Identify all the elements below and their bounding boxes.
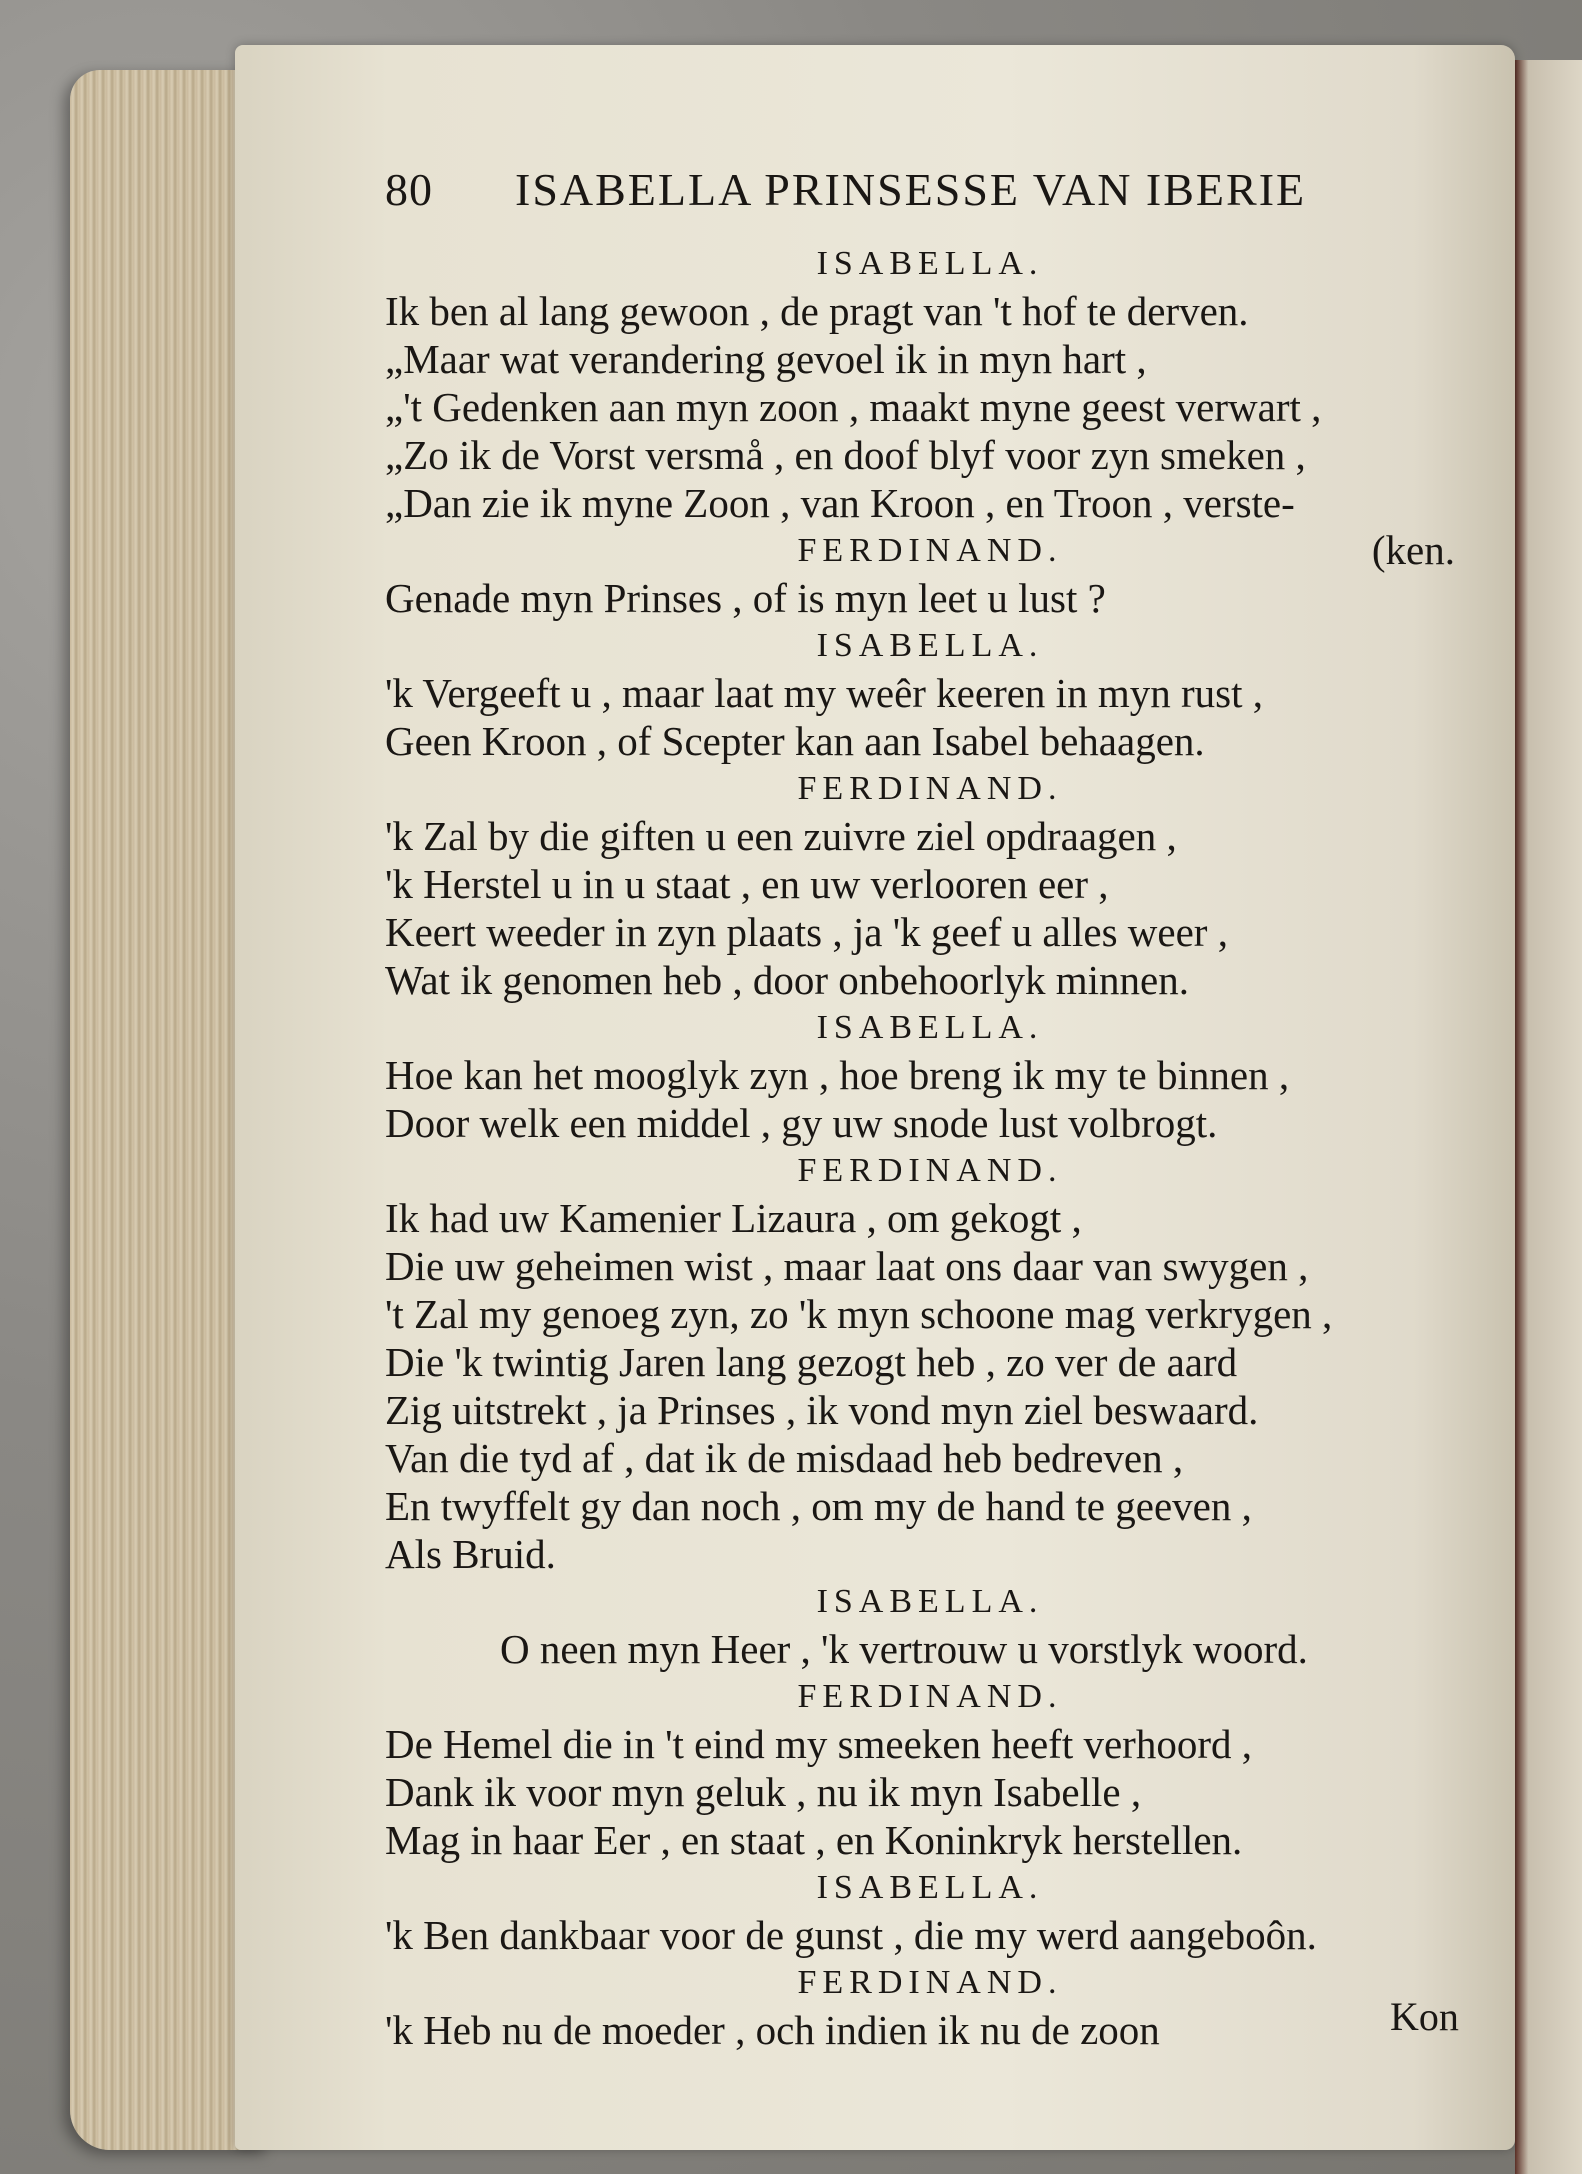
verse-line: „Maar wat verandering gevoel ik in myn hart , [385, 336, 1147, 382]
running-head [385, 155, 1475, 225]
verse-line: 'k Herstel u in u staat , en uw verlooren eer , [385, 861, 1109, 907]
catchword: Kon [1390, 1994, 1459, 2039]
speaker-name: ISABELLA. [816, 1583, 1044, 1620]
hyphenated-tail: (ken. [1371, 527, 1455, 573]
verse-line: „Dan zie ik myne Zoon , van Kroon , en Troon , verste- [385, 480, 1295, 526]
verse-line: En twyffelt gy dan noch , om my de hand te geeven , [385, 1483, 1252, 1529]
verse-line: Mag in haar Eer , en staat , en Koninkryk herstellen. [385, 1817, 1243, 1863]
verse-line: Keert weeder in zyn plaats , ja 'k geef u alles weer , [385, 909, 1228, 955]
speaker-name: FERDINAND. [797, 1964, 1063, 2001]
verse-line: Ik had uw Kamenier Lizaura , om gekogt , [385, 1195, 1082, 1241]
page-number: 80 [385, 164, 433, 215]
verse-line: Ik ben al lang gewoon , de pragt van 't hof te derven. [385, 288, 1249, 334]
verse-line: 'k Zal by die giften u een zuivre ziel opdraagen , [385, 813, 1177, 859]
verse-line: 'k Heb nu de moeder , och indien ik nu de zoon [385, 2007, 1160, 2053]
page-content [385, 155, 1495, 2055]
speaker-name: FERDINAND. [797, 770, 1063, 807]
verse-line: Genade myn Prinses , of is myn leet u lust ? [385, 575, 1106, 621]
verse-line: Die 'k twintig Jaren lang gezogt heb , zo ver de aard [385, 1339, 1238, 1385]
speaker-name: FERDINAND. [797, 1678, 1063, 1715]
verse-line: Dank ik voor myn geluk , nu ik myn Isabelle , [385, 1769, 1142, 1815]
verse-line: Wat ik genomen heb , door onbehoorlyk minnen. [385, 957, 1190, 1003]
speaker-name: FERDINAND. [797, 1152, 1063, 1189]
running-title: ISABELLA PRINSESSE VAN IBERIE [515, 164, 1307, 215]
verse-line: Door welk een middel , gy uw snode lust volbrogt. [385, 1100, 1218, 1146]
verse-line: Die uw geheimen wist , maar laat ons daar van swygen , [385, 1243, 1309, 1289]
speaker-name: ISABELLA. [816, 627, 1044, 664]
verse-line: Zig uitstrekt , ja Prinses , ik vond myn ziel beswaard. [385, 1387, 1259, 1433]
verse-line: Hoe kan het mooglyk zyn , hoe breng ik my te binnen , [385, 1052, 1290, 1098]
verse-line: „Zo ik de Vorst versmå , en doof blyf voor zyn smeken , [385, 432, 1306, 478]
verse-line: 'k Ben dankbaar voor de gunst , die my werd aangeboôn. [385, 1912, 1317, 1958]
verse-line: O neen myn Heer , 'k vertrouw u vorstlyk woord. [500, 1626, 1308, 1672]
speaker-name: ISABELLA. [816, 1869, 1044, 1906]
verse-line: Geen Kroon , of Scepter kan aan Isabel behaagen. [385, 718, 1205, 764]
verse-line: Van die tyd af , dat ik de misdaad heb bedreven , [385, 1435, 1184, 1481]
verse-line: „'t Gedenken aan myn zoon , maakt myne geest verwart , [385, 384, 1322, 430]
facing-page-edge [1515, 60, 1582, 2174]
verse-line: 'k Vergeeft u , maar laat my weêr keeren in myn rust , [385, 670, 1263, 716]
speaker-name: FERDINAND. [797, 532, 1063, 569]
verse-line: Als Bruid. [385, 1531, 556, 1577]
speaker-name: ISABELLA. [816, 245, 1044, 282]
speaker-name: ISABELLA. [816, 1009, 1044, 1046]
verse-line: 't Zal my genoeg zyn, zo 'k myn schoone mag verkrygen , [385, 1291, 1333, 1337]
dialogue-text [385, 240, 1475, 2054]
verse-line: De Hemel die in 't eind my smeeken heeft verhoord , [385, 1721, 1252, 1767]
